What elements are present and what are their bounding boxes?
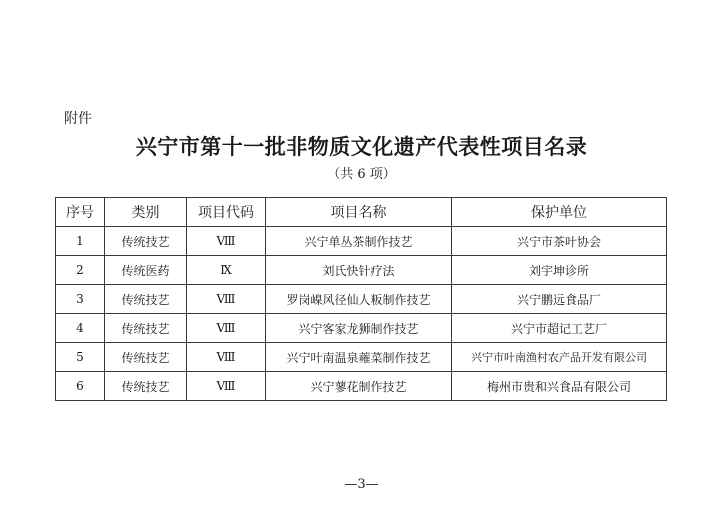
header-index: 序号: [56, 198, 105, 227]
row-category: 传统医药: [105, 256, 187, 285]
table-row: [56, 372, 667, 401]
row-unit: 刘宇坤诊所: [452, 256, 667, 285]
row-index: 5: [56, 343, 105, 372]
row-unit: 兴宁市超记工艺厂: [452, 314, 667, 343]
row-code: Ⅷ: [187, 372, 266, 401]
table-header-row: [56, 198, 667, 227]
row-code: Ⅸ: [187, 256, 266, 285]
document-subtitle: （共 6 项）: [327, 167, 396, 182]
row-index: 4: [56, 314, 105, 343]
table-row: [56, 285, 667, 314]
row-name: 兴宁客家龙狮制作技艺: [266, 314, 452, 343]
header-name: 项目名称: [266, 198, 452, 227]
row-category: 传统技艺: [105, 314, 187, 343]
row-name: 刘氏快针疗法: [266, 256, 452, 285]
table-row: [56, 343, 667, 372]
page-number: —3—: [344, 477, 379, 492]
row-index: 6: [56, 372, 105, 401]
table-row: [56, 256, 667, 285]
row-category: 传统技艺: [105, 285, 187, 314]
document-title: 兴宁市第十一批非物质文化遗产代表性项目名录: [135, 135, 588, 159]
row-category: 传统技艺: [105, 343, 187, 372]
row-code: Ⅷ: [187, 314, 266, 343]
row-name: 兴宁叶南温泉蕹菜制作技艺: [266, 343, 452, 372]
row-index: 2: [56, 256, 105, 285]
row-category: 传统技艺: [105, 372, 187, 401]
row-code: Ⅷ: [187, 285, 266, 314]
header-unit: 保护单位: [452, 198, 667, 227]
row-code: Ⅷ: [187, 227, 266, 256]
row-unit: 梅州市贵和兴食品有限公司: [452, 372, 667, 401]
row-unit: 兴宁市叶南渔村农产品开发有限公司: [452, 343, 667, 372]
row-code: Ⅷ: [187, 343, 266, 372]
header-code: 项目代码: [187, 198, 266, 227]
row-name: 罗岗嵲风径仙人粄制作技艺: [266, 285, 452, 314]
attachment-label: 附件: [64, 111, 92, 127]
row-name: 兴宁单丛茶制作技艺: [266, 227, 452, 256]
row-unit: 兴宁市茶叶协会: [452, 227, 667, 256]
header-category: 类别: [105, 198, 187, 227]
row-index: 3: [56, 285, 105, 314]
row-unit: 兴宁鹏远食品厂: [452, 285, 667, 314]
row-name: 兴宁蓼花制作技艺: [266, 372, 452, 401]
heritage-list-table: [55, 197, 667, 401]
table-row: [56, 227, 667, 256]
table-row: [56, 314, 667, 343]
row-index: 1: [56, 227, 105, 256]
row-category: 传统技艺: [105, 227, 187, 256]
